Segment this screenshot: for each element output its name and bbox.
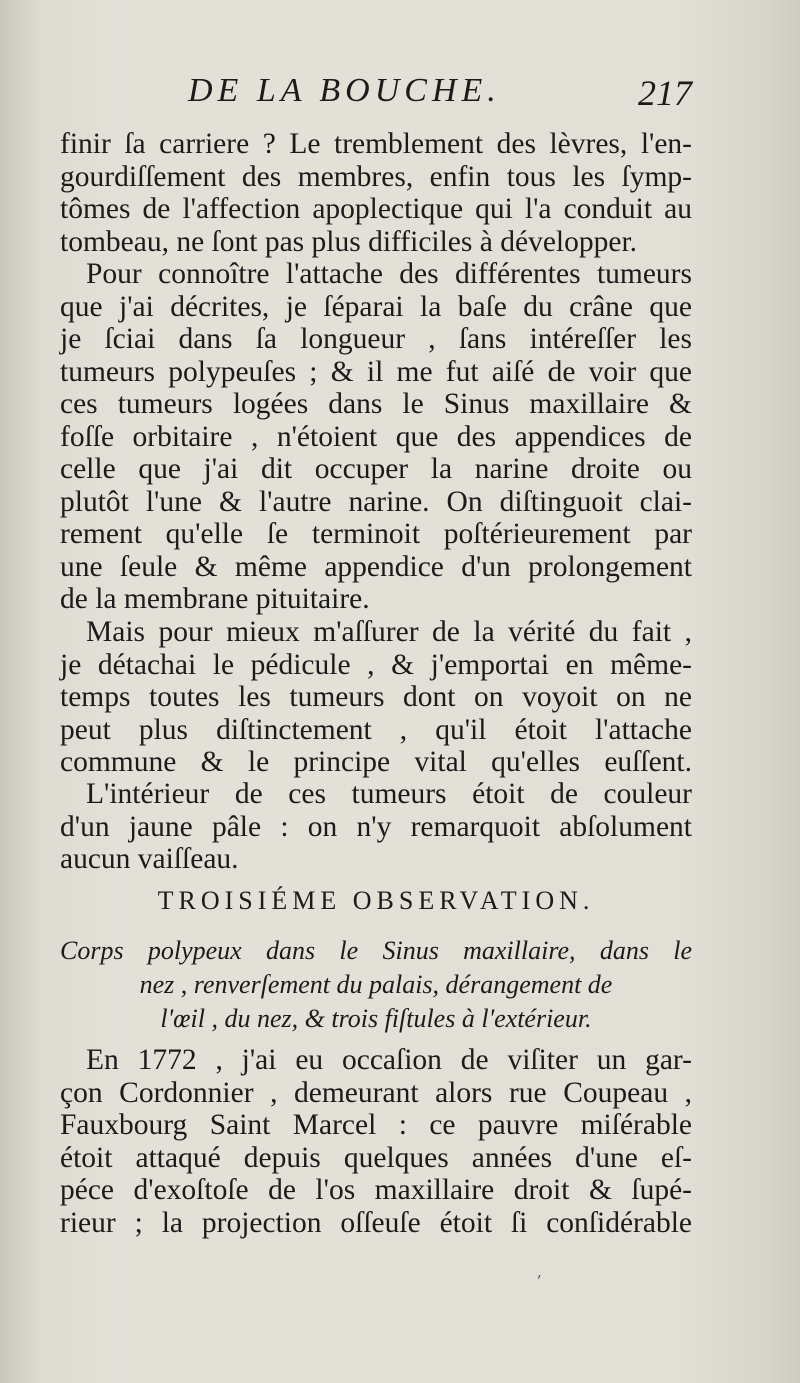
subtitle-line: nez , renverſement du palais, dérangement de [139,970,613,999]
text-line: çon Cordonnier , demeurant alors rue Coupeau , [60,1076,692,1109]
text-line: rement qu'elle ſe terminoit poſtérieurement par [60,518,692,550]
text-line: finir ſa carriere ? Le tremblement des lèvres, l'en- [60,128,692,160]
text-line: rieur ; la projection oſſeuſe étoit ſi conſidérable [60,1206,692,1239]
stray-mark: ʼ [536,1272,542,1291]
text-line: tômes de l'affection apoplectique qui l'a conduit au [60,193,692,225]
text-line: aucun vaiſſeau. [60,843,239,875]
paragraph-continuation [60,128,692,258]
running-head [60,72,692,116]
paragraph-observation [60,1044,692,1239]
text-line: Mais pour mieux m'aſſurer de la vérité du fait , [86,616,692,648]
text-line: de la membrane pituitaire. [60,583,370,615]
text-line: péce d'exoſtoſe de l'os maxillaire droit & ſupé- [60,1174,692,1206]
text-line: d'un jaune pâle : on n'y remarquoit abſolument [60,810,692,843]
text-line: gourdiſſement des membres, enfin tous les ſymp- [60,160,692,193]
text-line: En 1772 , j'ai eu occaſion de viſiter un gar- [86,1044,692,1076]
text-line: Fauxbourg Saint Marcel : ce pauvre miſérable [60,1109,692,1141]
paragraph-interieur [60,778,692,876]
text-line: plutôt l'une & l'autre narine. On diſtinguoit clai- [60,485,692,518]
subtitle-line: l'œil , du nez, & trois fiſtules à l'extérieur. [160,1004,592,1033]
text-line: temps toutes les tumeurs dont on voyoit on ne [60,681,692,713]
text-line: que j'ai décrites, je ſéparai la baſe du crâne que [60,290,692,323]
text-line: Pour connoître l'attache des différentes tumeurs [86,258,692,290]
text-line: je détachai le pédicule , & j'emportai en même- [60,648,692,681]
text-line: foſſe orbitaire , n'étoient que des appendices de [60,420,692,453]
section-heading: TROISIÉME OBSERVATION. [157,886,595,915]
text-line: je ſciai dans ſa longueur , ſans intéreſſer les [60,323,692,355]
text-line: une ſeule & même appendice d'un prolongement [60,550,692,583]
subtitle-line: Corps polypeux dans le Sinus maxillaire, dans le [60,936,692,965]
text-line: tumeurs polypeuſes ; & il me fut aiſé de voir que [60,355,692,388]
text-line: tombeau, ne ſont pas plus difficiles à développer. [60,225,638,258]
text-line: celle que j'ai dit occuper la narine droite ou [60,453,692,485]
text-line: commune & le principe vital qu'elles euſſent. [60,746,692,778]
text-line: étoit attaqué depuis quelques années d'une eſ- [60,1141,692,1174]
text-line: L'intérieur de ces tumeurs étoit de couleur [86,778,692,810]
text-line: peut plus diſtinctement , qu'il étoit l'attache [60,713,692,746]
paragraph-attache [60,258,692,616]
text-line: ces tumeurs logées dans le Sinus maxillaire & [60,388,692,420]
paragraph-verite [60,616,692,779]
section-subtitle [60,934,692,1036]
page-number: 217 [638,73,692,113]
running-title: DE LA BOUCHE. [188,72,501,109]
